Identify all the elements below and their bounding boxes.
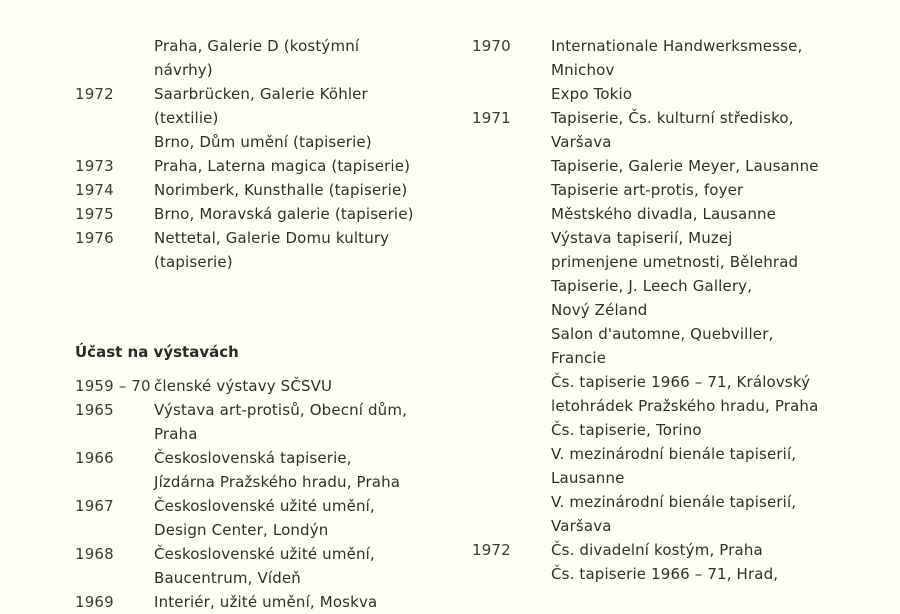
entry-text: (tapiserie) <box>154 253 233 271</box>
entry-text: Nettetal, Galerie Domu kultury <box>154 229 390 247</box>
entry-text: Lausanne <box>551 469 625 487</box>
exhibition-entry-clipped <box>75 590 445 614</box>
entry-year <box>472 154 551 178</box>
entry-year <box>472 562 551 586</box>
entry-text: Praha, Galerie D (kostýmní <box>154 37 360 55</box>
exhibition-entry <box>75 226 445 274</box>
entry-text: Městského divadla, Lausanne <box>551 205 777 223</box>
exhibition-entry <box>75 130 445 154</box>
entry-text: Norimberk, Kunsthalle (tapiserie) <box>154 181 408 199</box>
entry-year <box>472 442 551 490</box>
entry-text: Interiér, užité umění, Moskva <box>154 593 378 611</box>
entry-year: 1972 <box>472 541 511 559</box>
entry-text: Praha <box>154 425 198 443</box>
left-column-exhibitions <box>75 34 445 274</box>
exhibition-entry <box>75 542 445 590</box>
entry-year: 1966 <box>75 449 114 467</box>
exhibition-entry <box>75 446 445 494</box>
entry-text: Praha, Laterna magica (tapiserie) <box>154 157 411 175</box>
exhibition-entry <box>472 106 892 154</box>
entry-text: V. mezinárodní bienále tapiserií, <box>551 445 797 463</box>
entry-text: Československé užité umění, <box>154 497 375 515</box>
entry-text: Výstava tapiserií, Muzej <box>551 229 733 247</box>
entry-year <box>472 418 551 442</box>
entry-text: Čs. tapiserie, Torino <box>551 421 702 439</box>
exhibition-entry <box>75 398 445 446</box>
exhibition-entry <box>75 154 445 178</box>
entry-text: členské výstavy SČSVU <box>154 377 333 395</box>
entry-text: Varšava <box>551 517 612 535</box>
exhibition-entry <box>472 370 892 418</box>
exhibition-entry <box>472 154 892 178</box>
exhibition-entry <box>75 202 445 226</box>
exhibition-entry <box>472 538 892 562</box>
entry-year: 1975 <box>75 205 114 223</box>
entry-year: 1974 <box>75 181 114 199</box>
entry-year: 1959 – 70 <box>75 377 151 395</box>
exhibition-entry <box>472 322 892 370</box>
entry-text: Design Center, Londýn <box>154 521 329 539</box>
entry-text: Brno, Dům umění (tapiserie) <box>154 133 372 151</box>
exhibition-entry <box>472 442 892 490</box>
entry-year: 1968 <box>75 545 114 563</box>
exhibition-entry <box>75 494 445 542</box>
entry-text: Tapiserie art-protis, foyer <box>551 181 744 199</box>
entry-text: Varšava <box>551 133 612 151</box>
exhibition-entry <box>472 226 892 274</box>
exhibition-entry <box>472 82 892 106</box>
entry-text: Salon d'automne, Quebviller, <box>551 325 774 343</box>
exhibition-entry <box>75 82 445 130</box>
entry-text: Československá tapiserie, <box>154 449 352 467</box>
entry-text: letohrádek Pražského hradu, Praha <box>551 397 819 415</box>
exhibition-entry <box>75 178 445 202</box>
entry-text: Nový Zéland <box>551 301 648 319</box>
entry-text: Francie <box>551 349 607 367</box>
entry-year <box>75 34 154 82</box>
entry-text: Jízdárna Pražského hradu, Praha <box>154 473 401 491</box>
entry-text: Tapiserie, Galerie Meyer, Lausanne <box>551 157 819 175</box>
entry-year: 1970 <box>472 37 511 55</box>
section-heading: Účast na výstavách <box>75 343 239 361</box>
exhibition-entry <box>472 178 892 226</box>
entry-year: 1972 <box>75 85 114 103</box>
group-exhibitions-list <box>75 374 445 614</box>
right-column-exhibitions <box>472 34 892 586</box>
entry-text: Brno, Moravská galerie (tapiserie) <box>154 205 414 223</box>
entry-year: 1967 <box>75 497 114 515</box>
entry-year: 1976 <box>75 229 114 247</box>
exhibition-entry <box>472 418 892 442</box>
entry-text: Výstava art-protisů, Obecní dům, <box>154 401 408 419</box>
exhibition-entry <box>472 274 892 322</box>
entry-year <box>75 130 154 154</box>
entry-text: Internationale Handwerksmesse, <box>551 37 803 55</box>
entry-text: primenjene umetnosti, Bělehrad <box>551 253 799 271</box>
entry-text: Expo Tokio <box>551 85 633 103</box>
entry-year: 1971 <box>472 109 511 127</box>
exhibition-entry <box>75 374 445 398</box>
entry-text: Baucentrum, Vídeň <box>154 569 301 587</box>
entry-year <box>472 322 551 370</box>
entry-year <box>472 82 551 106</box>
entry-year: 1965 <box>75 401 114 419</box>
exhibition-entry <box>472 490 892 538</box>
entry-text: Tapiserie, J. Leech Gallery, <box>551 277 753 295</box>
entry-text: návrhy) <box>154 61 213 79</box>
entry-year <box>472 370 551 418</box>
entry-text: Mnichov <box>551 61 615 79</box>
entry-year <box>472 490 551 538</box>
entry-year: 1969 <box>75 593 114 611</box>
exhibition-entry <box>472 34 892 82</box>
entry-year <box>472 274 551 322</box>
entry-text: Čs. tapiserie 1966 – 71, Hrad, <box>551 565 779 583</box>
entry-text: Saarbrücken, Galerie Köhler <box>154 85 368 103</box>
exhibition-entry <box>75 34 445 82</box>
entry-text: Čs. tapiserie 1966 – 71, Královský <box>551 373 811 391</box>
entry-year <box>472 178 551 226</box>
entry-year <box>472 226 551 274</box>
entry-text: Čs. divadelní kostým, Praha <box>551 541 763 559</box>
entry-year: 1973 <box>75 157 114 175</box>
exhibition-entry <box>472 562 892 586</box>
entry-text: Tapiserie, Čs. kulturní středisko, <box>551 109 794 127</box>
entry-text: V. mezinárodní bienále tapiserií, <box>551 493 797 511</box>
entry-text: Československé užité umění, <box>154 545 375 563</box>
entry-text: (textilie) <box>154 109 219 127</box>
